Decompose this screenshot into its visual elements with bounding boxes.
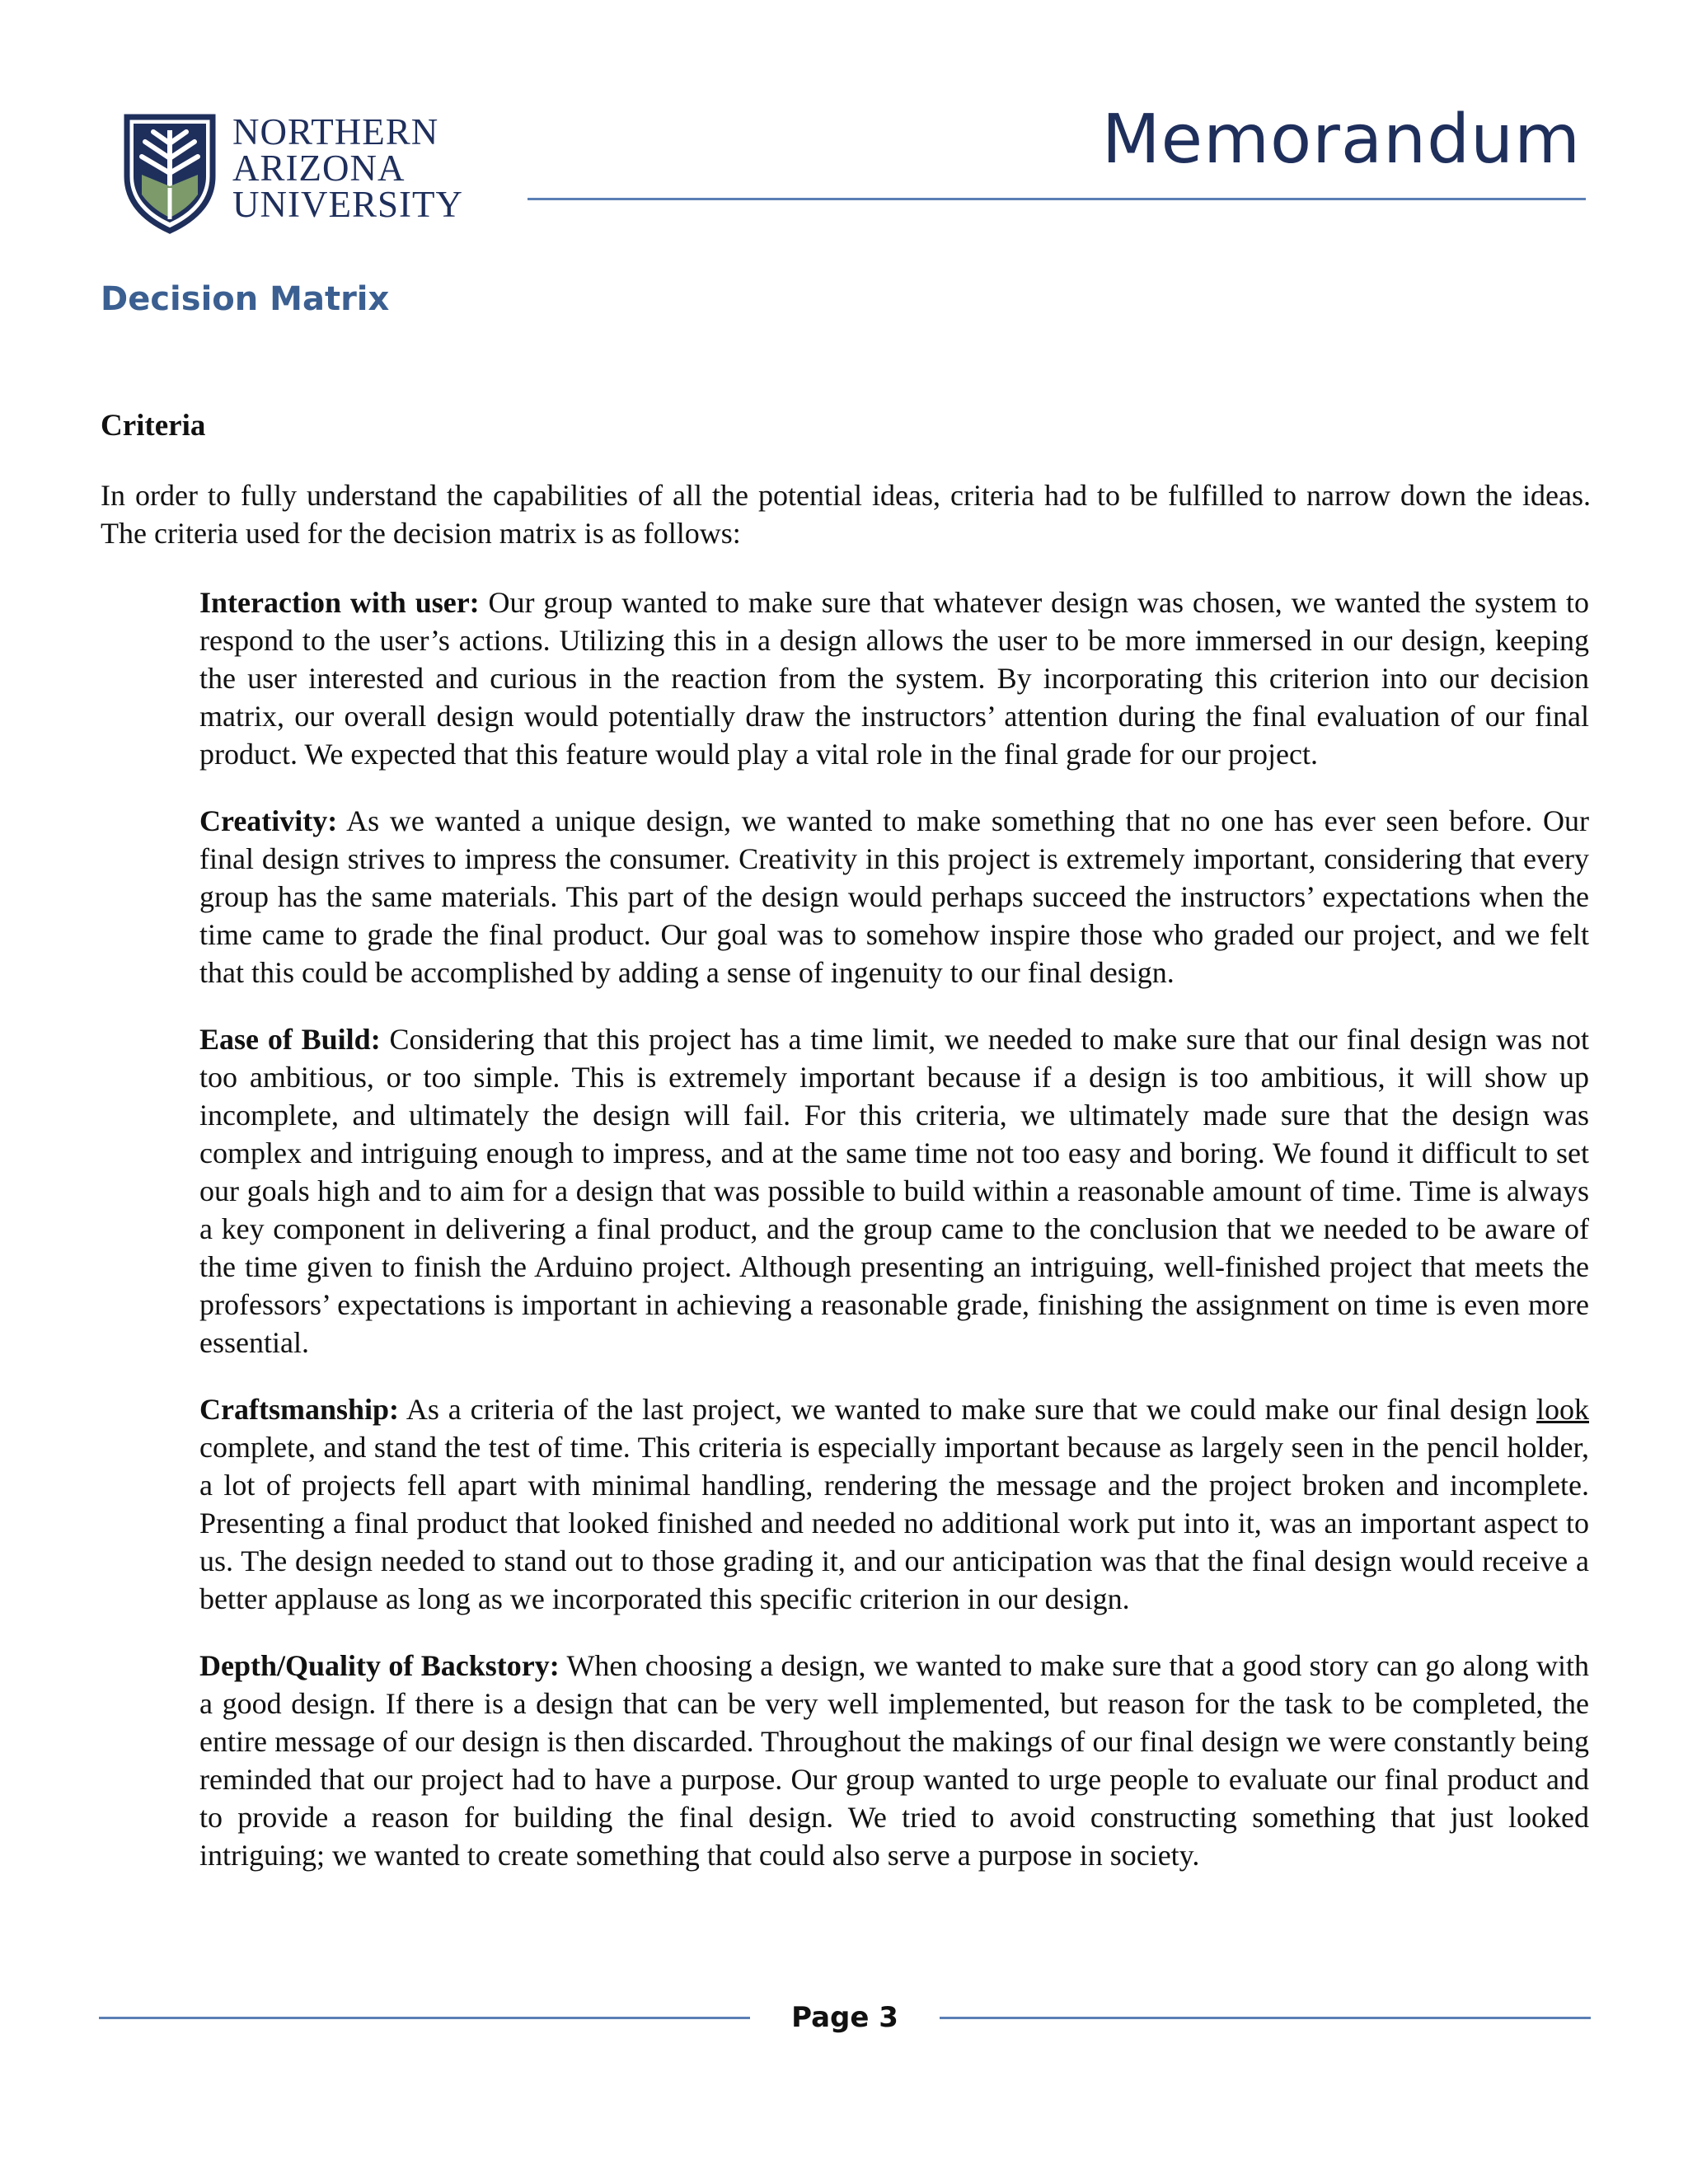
criterion-label: Depth/Quality of Backstory:: [199, 1649, 560, 1682]
criterion-label: Ease of Build:: [199, 1023, 381, 1056]
criterion-underlined-word: look: [1536, 1393, 1589, 1426]
shield-icon: [122, 112, 218, 234]
criterion-label: Interaction with user:: [199, 586, 480, 619]
criterion-text: As we wanted a unique design, we wanted to make something that no one has ever seen before. Our final design strives to impress the consumer. Creativity in this project is extremely important, considering that every group has the same materials. This part of the design would perhaps succeed the instructors’ expectations when the time came to grade the final product. Our goal was to somehow inspire those who graded our project, and we felt that this could be accomplished by adding a sense of ingenuity to our final design.: [199, 804, 1589, 989]
memo-title: Memorandum: [1101, 101, 1581, 179]
page-number: Page 3: [791, 2001, 898, 2034]
intro-paragraph: In order to fully understand the capabilities of all the potential ideas, criteria had to be fulfilled to narrow down the ideas. The criteria used for the decision matrix is as follows:: [101, 479, 1591, 550]
criterion-text-before: As a criteria of the last project, we wanted to make sure that we could make our final design: [399, 1393, 1536, 1426]
logo-line-2: ARIZONA: [232, 148, 406, 189]
criterion-craftsmanship: [199, 1390, 1589, 1618]
footer-rule-left: [99, 2017, 750, 2019]
criterion-text: Our group wanted to make sure that whatever design was chosen, we wanted the system to respond to the user’s actions. Utilizing this in a design allows the user to be more immersed in our design, keeping the user interested and curious in the reaction from the system. By incorporating this criterion into our decision matrix, our overall design would potentially draw the instructors’ attention during the final evaluation of our final product. We expected that this feature would play a vital role in the final grade for our project.: [199, 586, 1590, 771]
criterion-label: Creativity:: [199, 804, 338, 837]
criterion-ease-of-build: [199, 1020, 1589, 1361]
page-footer: [99, 2001, 1591, 2034]
criteria-list: [199, 583, 1589, 1903]
university-name: [232, 112, 463, 223]
section-heading: Decision Matrix: [101, 280, 390, 318]
criterion-backstory: [199, 1647, 1589, 1874]
logo-line-3: UNIVERSITY: [232, 184, 463, 225]
criterion-text: Considering that this project has a time limit, we needed to make sure that our final design was not too ambitious, or too simple. This is extremely important because if a design is too ambitious, it will show up incomplete, and ultimately the design will fail. For this criteria, we ultimately made sure that the design was complex and intriguing enough to impress, and at the same time not too easy and boring. We found it difficult to set our goals high and to aim for a design that was possible to build within a reasonable amount of time. Time is always a key component in delivering a final product, and the group came to the conclusion that we needed to be aware of the time given to finish the Arduino project. Although presenting an intriguing, well-finished project that meets the professors’ expectations is important in achieving a reasonable grade, finishing the assignment on time is even more essential.: [199, 1023, 1589, 1359]
criterion-text: complete, and stand the test of time. This criteria is especially important because as largely seen in the pencil holder, a lot of projects fell apart with minimal handling, rendering the message and the project broken and incomplete. Presenting a final product that looked finished and needed no additional work put into it, was an important aspect to us. The design needed to stand out to those grading it, and our anticipation was that the final design would receive a better applause as long as we incorporated this specific criterion in our design.: [199, 1431, 1589, 1615]
criterion-creativity: [199, 802, 1589, 991]
footer-rule-right: [940, 2017, 1591, 2019]
criterion-interaction: [199, 583, 1589, 773]
university-logo: [122, 112, 463, 234]
logo-line-1: NORTHERN: [232, 111, 439, 152]
criterion-label: Craftsmanship:: [199, 1393, 400, 1426]
header-rule: [528, 198, 1586, 200]
criterion-text: When choosing a design, we wanted to make sure that a good story can go along with a good design. If there is a design that can be very well implemented, but reason for the task to be completed, the entire message of our design is then discarded. Throughout the makings of our final design we were constantly being reminded that our project had to have a purpose. Our group wanted to urge people to evaluate our final product and to provide a reason for building the final design. We tried to avoid constructing something that just looked intriguing; we wanted to create something that could also serve a purpose in society.: [199, 1649, 1589, 1872]
criteria-subheading: Criteria: [101, 409, 206, 443]
